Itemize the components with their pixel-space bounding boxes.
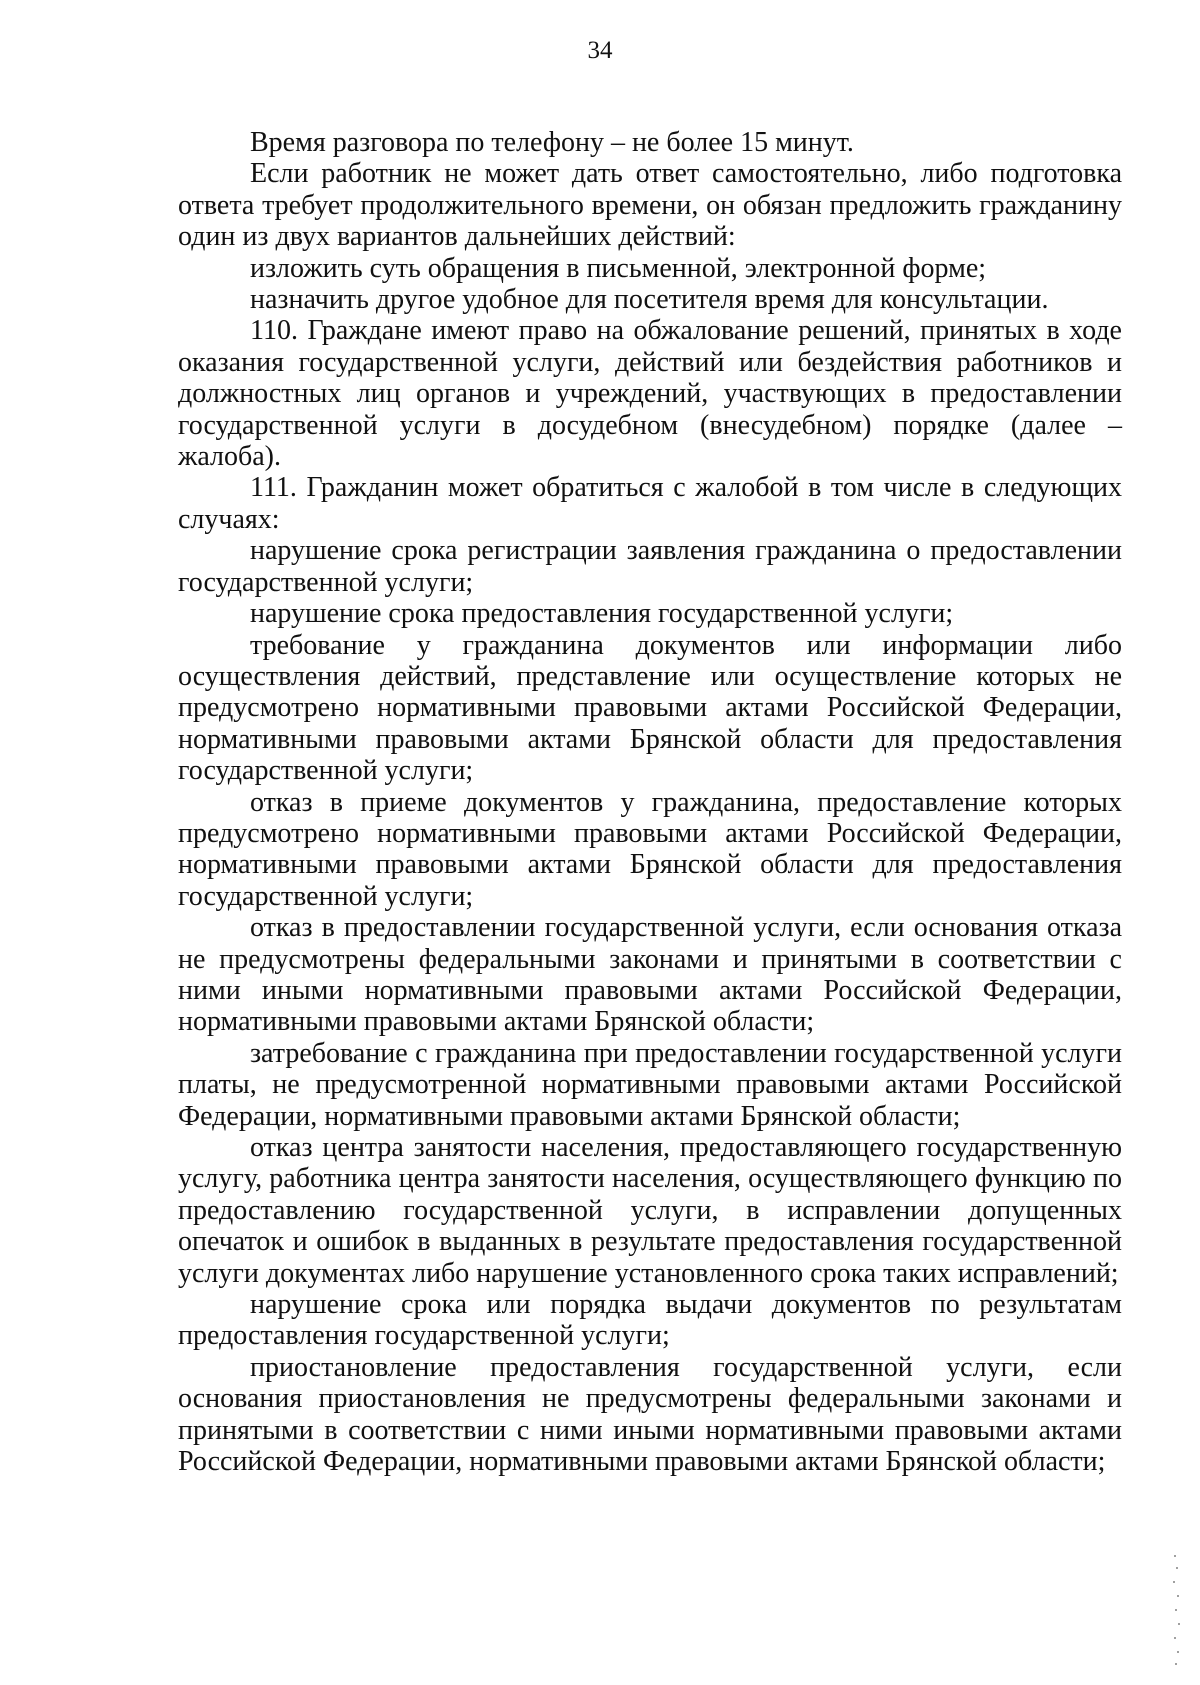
scan-artifact-marks [1156, 1551, 1182, 1671]
document-body [178, 127, 1122, 1477]
paragraph: 110. Граждане имеют право на обжалование решений, принятых в ходе оказания государственной услуги, действий или бездействия работников и должностных лиц органов и учреждений, участвующих в предоставлении государственной услуги в досудебном (внесудебном) порядке (далее – жалоба). [178, 315, 1122, 473]
paragraph: 111. Гражданин может обратиться с жалобой в том числе в следующих случаях: [178, 472, 1122, 535]
page-number: 34 [587, 37, 613, 64]
paragraph: Если работник не может дать ответ самостоятельно, либо подготовка ответа требует продолжительного времени, он обязан предложить гражданину один из двух вариантов дальнейших действий: [178, 158, 1122, 253]
paragraph: затребование с гражданина при предоставлении государственной услуги платы, не предусмотренной нормативными правовыми актами Российской Федерации, нормативными правовыми актами Брянской области; [178, 1037, 1122, 1132]
paragraph: отказ в приеме документов у гражданина, предоставление которых предусмотрено нормативными правовыми актами Российской Федерации, нормативными правовыми актами Брянской области для предоставления государственной услуги; [178, 786, 1122, 912]
paragraph: отказ центра занятости населения, предоставляющего государственную услугу, работника центра занятости населения, осуществляющего функцию по предоставлению государственной услуги, в исправлении допущенных опечаток и ошибок в выданных в результате предоставления государственной услуги документах либо нарушение установленного срока таких исправлений; [178, 1132, 1122, 1289]
paragraph: требование у гражданина документов или информации либо осуществления действий, представление или осуществление которых не предусмотрено нормативными правовыми актами Российской Федерации, нормативными правовыми актами Брянской области для предоставления государственной услуги; [178, 629, 1122, 787]
paragraph: Время разговора по телефону – не более 15 минут. [250, 127, 854, 158]
paragraph: нарушение срока регистрации заявления гражданина о предоставлении государственной услуги; [178, 535, 1122, 598]
paragraph: назначить другое удобное для посетителя время для консультации. [250, 284, 1049, 316]
paragraph: нарушение срока или порядка выдачи документов по результатам предоставления государственной услуги; [178, 1289, 1122, 1352]
paragraph: отказ в предоставлении государственной услуги, если основания отказа не предусмотрены федеральными законами и принятыми в соответствии с ними иными нормативными правовыми актами Российской Федерации, нормативными правовыми актами Брянской области; [178, 912, 1122, 1038]
paragraph: изложить суть обращения в письменной, электронной форме; [250, 252, 987, 284]
paragraph: нарушение срока предоставления государственной услуги; [250, 598, 954, 630]
paragraph: приостановление предоставления государственной услуги, если основания приостановления не предусмотрены федеральными законами и принятыми в соответствии с ними иными нормативными правовыми актами Российской Федерации, нормативными правовыми актами Брянской области; [178, 1351, 1122, 1478]
